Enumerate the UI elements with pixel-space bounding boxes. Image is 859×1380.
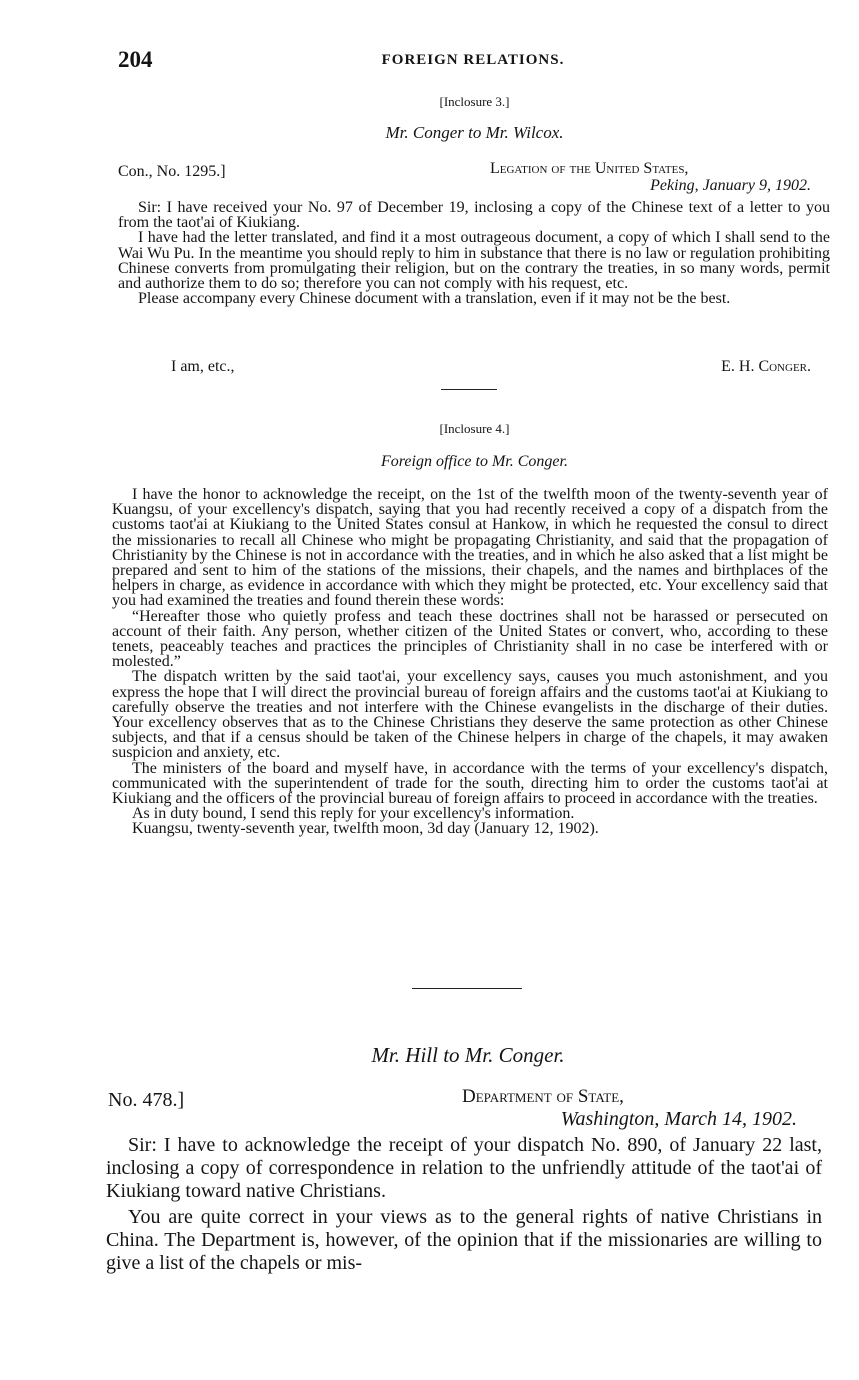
inclosure-3-signature: E. H. Conger. [721, 358, 811, 375]
hill-letter-department: Department of State, [462, 1086, 624, 1107]
hill-letter-place-date: Washington, March 14, 1902. [560, 1108, 797, 1130]
inclosure-4-body [112, 487, 828, 837]
hill-letter-title: Mr. Hill to Mr. Conger. [371, 1043, 565, 1067]
inclosure-4-quotation: “Hereafter those who quietly profess and teach these doctrines shall not be harassed or persecuted on account of their faith. Any person, whether citizen of the United States or convert, who, according to these tenets, peaceably teaches and practices the principles of Christianity shall in no case be interfered with or molested.” [112, 607, 828, 671]
inclosure-4-paragraph: The ministers of the board and myself have, in accordance with the terms of your excellency's dispatch, communicated with the superintendent of trade for the south, directing him to order the customs taot'ai at Kiukiang and the officers of the provincial bureau of foreign affairs to proceed in accordance with the treaties. [112, 759, 828, 808]
inclosure-4-paragraph: As in duty bound, I send this reply for your excellency's information. [132, 805, 575, 823]
page-number: 204 [118, 47, 153, 72]
hill-letter-paragraph: You are quite correct in your views as to the general rights of native Christians in China. The Department is, however, of the opinion that if the missionaries are willing to give a list of the chapels or mis- [106, 1206, 822, 1274]
section-divider [412, 988, 522, 989]
section-divider [441, 389, 497, 390]
inclosure-3-body [118, 200, 830, 306]
inclosure-3-ref: Con., No. 1295.] [118, 163, 226, 180]
inclosure-3-paragraph: Sir: I have received your No. 97 of December 19, inclosing a copy of the Chinese text of a letter to you from the taot'ai of Kiukiang. [118, 199, 830, 232]
inclosure-3-legation: Legation of the United States, [490, 160, 689, 177]
hill-letter-ref: No. 478.] [108, 1089, 185, 1111]
inclosure-4-paragraph: The dispatch written by the said taot'ai, your excellency says, causes you much astonishment, and you express the hope that I will direct the provincial bureau of foreign affairs and the customs taot'ai at Kiukiang to carefully observe the treaties and not interfere with the Chinese evangelists in the discharge of their duties. Your excellency observes that as to the Chinese Christians they deserve the same protection as other Chinese subjects, and that if a census should be taken of the Chinese helpers in charge of the chapels, it may awaken suspicion and anxiety, etc. [112, 668, 828, 762]
running-title: FOREIGN RELATIONS. [381, 52, 565, 68]
inclosure-4-title: Foreign office to Mr. Conger. [381, 453, 568, 470]
hill-letter-body [106, 1134, 822, 1275]
page-header [118, 47, 828, 77]
hill-letter-paragraph: Sir: I have to acknowledge the receipt of your dispatch No. 890, of January 22 last, inclosing a copy of correspondence in relation to the unfriendly attitude of the taot'ai of Kiukiang toward native Christians. [106, 1134, 822, 1202]
inclosure-4-paragraph: I have the honor to acknowledge the receipt, on the 1st of the twelfth moon of the twenty-seventh year of Kuangsu, of your excellency's dispatch, saying that you had recently received a copy of a dispatch from the customs taot'ai at Kiukiang to the United States consul at Hankow, in which he requested the consul to direct the missionaries to recall all Chinese who might be propagating Christianity, and said that the propagation of Christianity by the Chinese is not in accordance with the treaties, and in which he also asked that a list might be prepared and sent to him of the stations of the missions, their chapels, and the names and birthplaces of the helpers in charge, as evidence in accordance with which they might be protected, etc. Your excellency said that you had examined the treaties and found therein these words: [112, 486, 828, 610]
inclosure-3-paragraph: I have had the letter translated, and find it a most outrageous document, a copy of which I shall send to the Wai Wu Pu. In the meantime you should reply to him in substance that there is no law or regulation prohibiting Chinese converts from promulgating their religion, but on the contrary the treaties, in so many words, permit and authorize them to do so; therefore you can not comply with his request, etc. [118, 229, 830, 293]
inclosure-3-place-date: Peking, January 9, 1902. [650, 177, 811, 194]
inclosure-4-date-line: Kuangsu, twenty-seventh year, twelfth moon, 3d day (January 12, 1902). [132, 820, 599, 838]
inclosure-3-title: Mr. Conger to Mr. Wilcox. [385, 123, 564, 142]
inclosure-4-label: [Inclosure 4.] [439, 421, 510, 436]
inclosure-3-closing: I am, etc., [171, 358, 235, 375]
inclosure-3-label: [Inclosure 3.] [439, 94, 510, 109]
inclosure-3-paragraph: Please accompany every Chinese document with a translation, even if it may not be the best. [138, 290, 731, 308]
